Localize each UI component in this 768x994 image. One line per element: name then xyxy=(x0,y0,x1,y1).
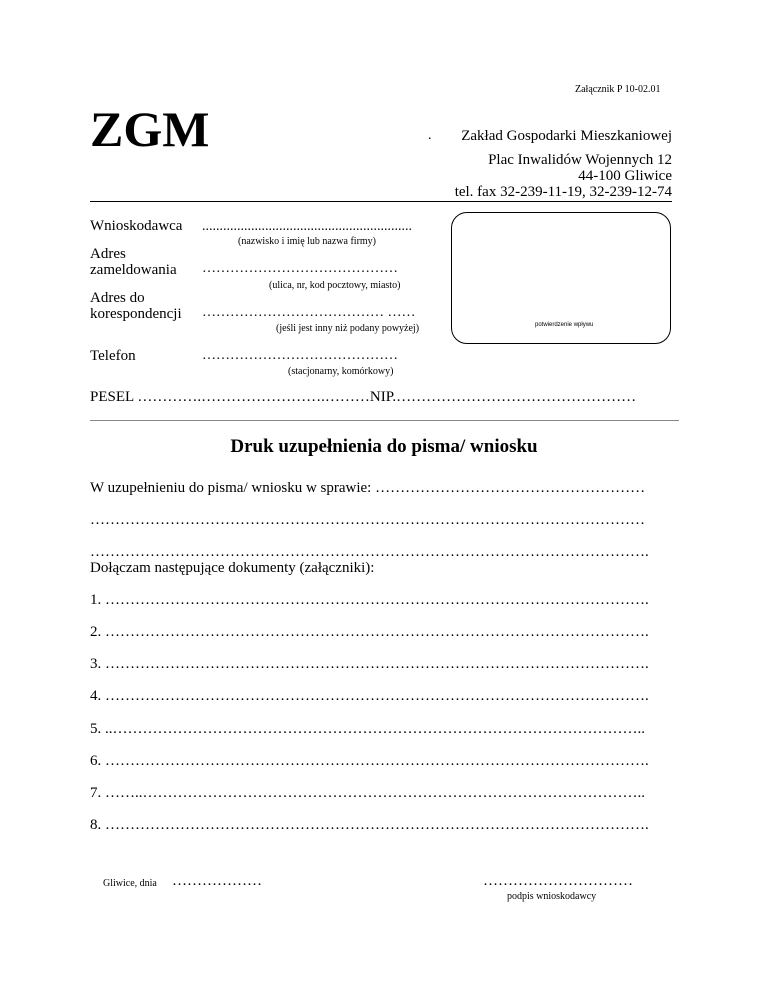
subject-line-3[interactable]: …………………………………………………………………………………………………. xyxy=(90,544,649,560)
org-city: 44-100 Gliwice xyxy=(578,168,672,184)
subject-line-2[interactable]: ………………………………………………………………………………………………… xyxy=(90,512,645,528)
form-title: Druk uzupełnienia do pisma/ wniosku xyxy=(230,436,538,457)
header-dot: . xyxy=(428,128,432,143)
attachment-item-2[interactable]: 2. ………………………………………………………………………………………………. xyxy=(90,624,649,640)
telefon-label: Telefon xyxy=(90,348,136,364)
attachment-code: Załącznik P 10-02.01 xyxy=(575,84,661,95)
signature-label: podpis wnioskodawcy xyxy=(507,891,597,902)
attachment-item-1[interactable]: 1. ………………………………………………………………………………………………. xyxy=(90,592,649,608)
attachment-item-8[interactable]: 8. ………………………………………………………………………………………………. xyxy=(90,817,649,833)
org-name: Zakład Gospodarki Mieszkaniowej xyxy=(461,128,672,144)
stamp-label: potwierdzenie wpływu xyxy=(535,322,594,328)
org-street: Plac Inwalidów Wojennych 12 xyxy=(488,152,672,168)
attachment-item-6[interactable]: 6. ………………………………………………………………………………………………. xyxy=(90,753,649,769)
intro-line[interactable]: W uzupełnieniu do pisma/ wniosku w sprawie: ……………………………………………… xyxy=(90,480,646,496)
header-divider xyxy=(90,201,672,202)
wnioskodawca-hint: (nazwisko i imię lub nazwa firmy) xyxy=(238,236,377,247)
telefon-field[interactable]: …………………………………… xyxy=(202,348,398,363)
attachments-label: Dołączam następujące dokumenty (załączniki): xyxy=(90,560,375,576)
attachment-item-4[interactable]: 4. ………………………………………………………………………………………………. xyxy=(90,688,649,704)
zgm-logo: ZGM xyxy=(90,101,210,157)
adres-label-line2: zameldowania xyxy=(90,262,177,278)
koresp-label-line1: Adres do xyxy=(90,290,145,306)
attachment-item-7[interactable]: 7. ……..……………………………………………………………………………………….. xyxy=(90,785,645,801)
org-phone: tel. fax 32-239-11-19, 32-239-12-74 xyxy=(454,184,672,200)
koresp-hint: (jeśli jest inny niż podany powyżej) xyxy=(276,323,420,334)
adres-field[interactable]: …………………………………… xyxy=(202,261,398,276)
adres-hint: (ulica, nr, kod pocztowy, miasto) xyxy=(269,280,401,291)
wnioskodawca-label: Wnioskodawca xyxy=(90,218,183,234)
wnioskodawca-field[interactable]: ............................................................ xyxy=(202,219,412,234)
koresp-label-line2: korespondencji xyxy=(90,306,182,322)
section-divider xyxy=(90,420,679,421)
date-field[interactable]: ……………… xyxy=(172,873,262,889)
pesel-nip-field[interactable]: PESEL ………….…………………….………NIP.………………………………………… xyxy=(90,389,637,405)
signature-field[interactable]: ………………………… xyxy=(483,873,633,889)
attachment-item-5[interactable]: 5. ..…………………………………………………………………………………………….. xyxy=(90,721,645,737)
koresp-field[interactable]: ………………………………… …… xyxy=(202,305,416,320)
adres-label-line1: Adres xyxy=(90,246,126,262)
telefon-hint: (stacjonarny, komórkowy) xyxy=(288,366,394,377)
place-date-label: Gliwice, dnia xyxy=(103,878,157,889)
attachment-item-3[interactable]: 3. ………………………………………………………………………………………………. xyxy=(90,656,649,672)
